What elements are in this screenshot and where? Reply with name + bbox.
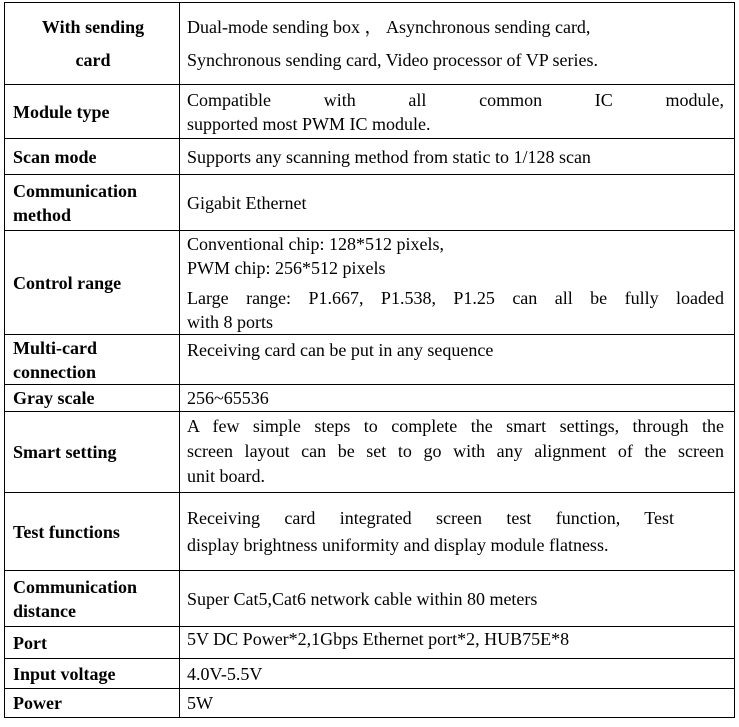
row-label xyxy=(5,493,180,571)
table-row xyxy=(5,571,735,627)
value-line: Compatible with all common IC module, xyxy=(187,89,724,110)
row-label xyxy=(5,659,180,689)
value-line: Conventional chip: 128*512 pixels, xyxy=(187,233,444,254)
label-line: Communication xyxy=(13,576,138,597)
row-label xyxy=(5,175,180,231)
row-label xyxy=(5,335,180,385)
label-line: Scan mode xyxy=(13,146,97,167)
row-label xyxy=(5,231,180,335)
label-line: distance xyxy=(13,600,76,621)
label-line: Control range xyxy=(13,272,122,293)
value-line: Large range: P1.667, P1.538, P1.25 can all be fully loaded xyxy=(187,287,724,308)
value-line: A few simple steps to complete the smart settings, through the xyxy=(187,416,724,436)
table-row xyxy=(5,3,735,85)
value-line: supported most PWM IC module. xyxy=(187,113,431,134)
row-label xyxy=(5,412,180,493)
label-line: connection xyxy=(13,361,96,382)
table-row xyxy=(5,627,735,659)
row-label xyxy=(5,689,180,718)
table-row xyxy=(5,139,735,175)
row-value xyxy=(180,85,735,139)
row-label xyxy=(5,385,180,412)
label-line: Test functions xyxy=(13,521,120,542)
row-value xyxy=(180,231,735,335)
table-row xyxy=(5,231,735,335)
table-row xyxy=(5,175,735,231)
row-value xyxy=(180,335,735,385)
row-value xyxy=(180,571,735,627)
value-line: Synchronous sending card, Video processor of VP series. xyxy=(187,49,599,70)
row-label xyxy=(5,627,180,659)
table-row xyxy=(5,493,735,571)
table-row xyxy=(5,659,735,689)
label-line: With sending xyxy=(41,16,145,37)
value-line: screen layout can be set to go with any alignment of the screen xyxy=(187,441,724,461)
label-line: Gray scale xyxy=(13,388,95,408)
row-label xyxy=(5,139,180,175)
label-line: method xyxy=(13,204,71,225)
value-line: 4.0V-5.5V xyxy=(187,663,263,684)
label-line: Smart setting xyxy=(13,442,117,462)
table-row xyxy=(5,412,735,493)
row-value xyxy=(180,139,735,175)
table-row xyxy=(5,85,735,139)
value-line: Receiving card can be put in any sequence xyxy=(187,340,494,360)
value-line: with 8 ports xyxy=(187,311,274,332)
value-line: Supports any scanning method from static to 1/128 scan xyxy=(187,146,591,167)
value-line: display brightness uniformity and display module flatness. xyxy=(187,534,609,555)
row-value xyxy=(180,493,735,571)
table-row xyxy=(5,335,735,385)
value-line: 256~65536 xyxy=(187,388,269,408)
value-line: Dual-mode sending box ， Asynchronous sending card, xyxy=(187,16,591,37)
label-line: Input voltage xyxy=(13,663,116,684)
row-label xyxy=(5,571,180,627)
value-line: Gigabit Ethernet xyxy=(187,192,307,213)
value-line: Receiving card integrated screen test function, Test xyxy=(187,507,674,528)
label-line: Multi-card xyxy=(13,337,97,358)
spec-table xyxy=(4,2,735,718)
row-value xyxy=(180,689,735,718)
value-line: unit board. xyxy=(187,466,265,486)
value-line: 5W xyxy=(187,693,213,713)
label-line: card xyxy=(75,49,111,70)
row-value xyxy=(180,412,735,493)
value-line: PWM chip: 256*512 pixels xyxy=(187,257,386,278)
value-line: Super Cat5,Cat6 network cable within 80 meters xyxy=(187,588,538,609)
row-value xyxy=(180,659,735,689)
table-row xyxy=(5,385,735,412)
label-line: Module type xyxy=(13,101,110,122)
label-line: Communication xyxy=(13,180,138,201)
row-value xyxy=(180,175,735,231)
table-row xyxy=(5,689,735,718)
value-line: 5V DC Power*2,1Gbps Ethernet port*2, HUB75E*8 xyxy=(187,629,570,649)
row-value xyxy=(180,3,735,85)
label-line: Power xyxy=(13,693,62,713)
label-line: Port xyxy=(13,632,47,653)
row-value xyxy=(180,627,735,659)
row-value xyxy=(180,385,735,412)
row-label xyxy=(5,3,180,85)
row-label xyxy=(5,85,180,139)
